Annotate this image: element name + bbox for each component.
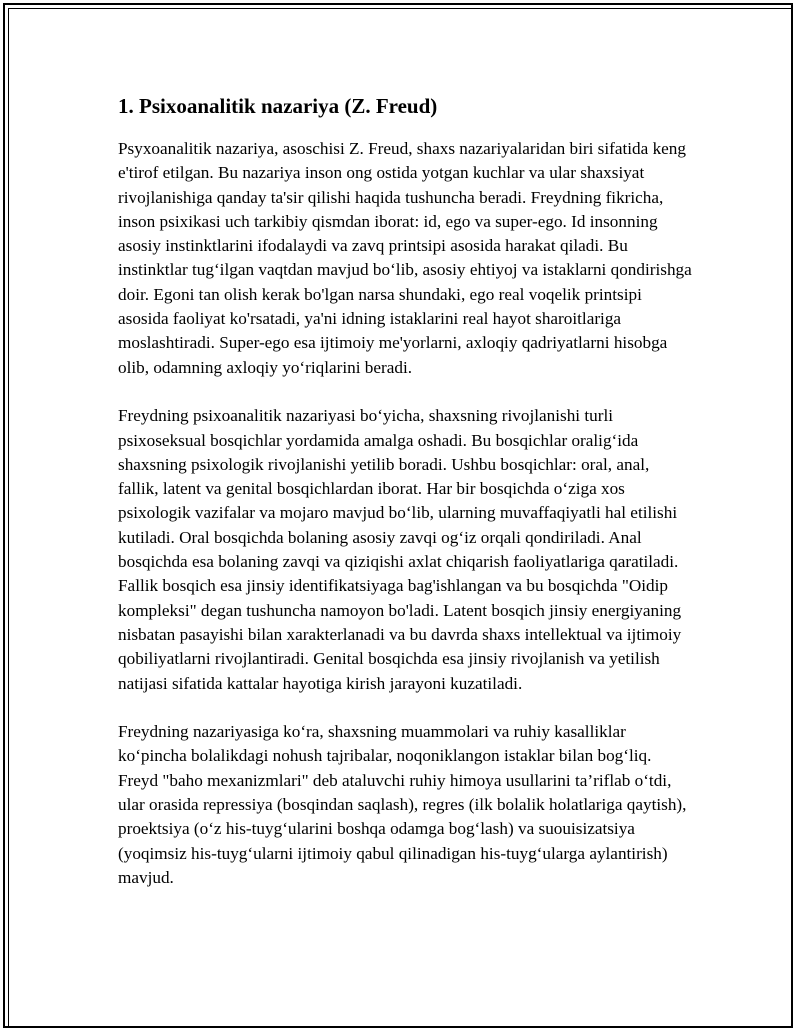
paragraph-psychoanalytic-theory: Psyxoanalitik nazariya, asoschisi Z. Freud, shaxs nazariyalaridan biri sifatida keng e'tirof etilgan. Bu nazariya inson ong ostida yotgan kuchlar va ular shaxsiyat rivojlanishiga qanday ta'sir qilishi haqida tushuncha beradi. Freydning fikricha, inson psixikasi uch tarkibiy qismdan iborat: id, ego va super-ego. Id insonning asosiy instinktlarini ifodalaydi va zavq printsipi asosida harakat qiladi. Bu instinktlar tug‘ilgan vaqtdan mavjud bo‘lib, asosiy ehtiyoj va istaklarni qondirishga doir. Egoni tan olish kerak bo'lgan narsa shundaki, ego real voqelik printsipi asosida faoliyat ko'rsatadi, ya'ni idning istaklarini real hayot sharoitlariga moslashtiradi. Super-ego esa ijtimoiy me'yorlarni, axloqiy qadriyatlarni hisobga olib, odamning axloqiy yo‘riqlarini beradi. [118,139,692,377]
section-heading: 1. Psixoanalitik nazariya (Z. Freud) [118,94,438,118]
paragraph-psychosexual-stages: Freydning psixoanalitik nazariyasi bo‘yicha, shaxsning rivojlanishi turli psixoseksual bosqichlar yordamida amalga oshadi. Bu bosqichlar oralig‘ida shaxsning psixologik rivojlanishi yetilib boradi. Ushbu bosqichlar: oral, anal, fallik, latent va genital bosqichlardan iborat. Har bir bosqichda o‘ziga xos psixologik vazifalar va mojaro mavjud bo‘lib, ularning muvaffaqiyatli hal etilishi kutiladi. Oral bosqichda bolaning asosiy zavqi og‘iz orqali qondiriladi. Anal bosqichda esa bolaning zavqi va qiziqishi axlat chiqarish faoliyatlariga qaratiladi. Fallik bosqich esa jinsiy identifikatsiyaga bag'ishlangan va bu bosqichda "Oidip kompleksi" degan tushuncha namoyon bo'ladi. Latent bosqich jinsiy energiyaning nisbatan pasayishi bilan xarakterlanadi va bu davrda shaxs intellektual va ijtimoiy qobiliyatlarni rivojlantiradi. Genital bosqichda esa jinsiy rivojlanish va yetilish natijasi sifatida kattalar hayotiga kirish jarayoni kuzatiladi. [118,406,682,693]
paragraph-defense-mechanisms: Freydning nazariyasiga ko‘ra, shaxsning muammolari va ruhiy kasalliklar ko‘pincha bolalikdagi nohush tajribalar, noqoniklangon istaklar bilan bog‘liq. Freyd "baho mexanizmlari" deb ataluvchi ruhiy himoya usullarini ta’riflab o‘tdi, ular orasida repressiya (bosqindan saqlash), regres (ilk bolalik holatlariga qaytish), proektsiya (o‘z his-tuyg‘ularini boshqa odamga bog‘lash) va suouisizatsiya (yoqimsiz his-tuyg‘ularni ijtimoiy qabul qilinadigan his-tuyg‘ularga aylantirish) mavjud. [118,722,687,887]
document-body [118,93,693,915]
